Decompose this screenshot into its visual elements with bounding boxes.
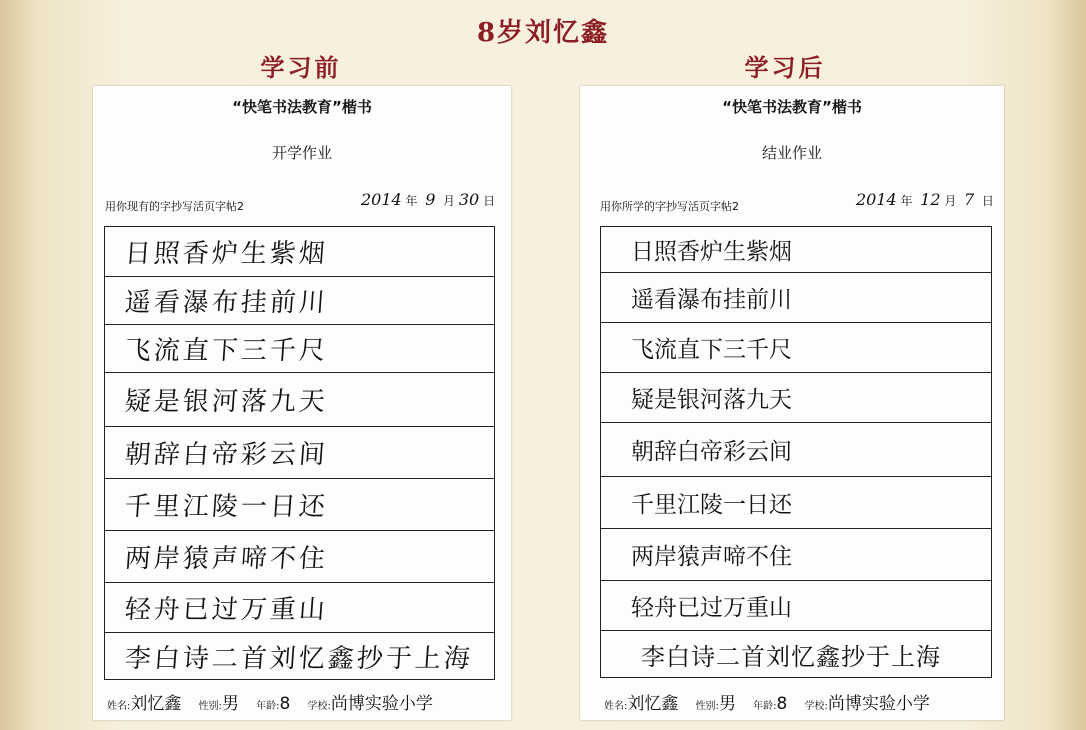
writing-grid xyxy=(104,226,495,680)
grid-row xyxy=(105,325,494,373)
poem-line: 日照香炉生紫烟 xyxy=(123,239,329,269)
poem-line: 遥看瀑布挂前川 xyxy=(631,287,792,313)
sheet-title: “快笔书法教育”楷书 xyxy=(232,98,372,116)
grid-row xyxy=(105,227,494,277)
student-age: 8 xyxy=(279,694,291,714)
poem-line: 飞流直下三千尺 xyxy=(631,337,792,363)
poem-line: 疑是银河落九天 xyxy=(631,387,792,413)
school-label: 学校: xyxy=(804,701,828,712)
before-heading: 学习前 xyxy=(260,53,342,82)
grid-row xyxy=(601,273,991,323)
grid-row xyxy=(601,323,991,373)
assignment-title: 结业作业 xyxy=(761,144,822,162)
poem-line: 李白诗二首刘忆鑫抄于上海 xyxy=(123,643,474,674)
sheet-title: “快笔书法教育”楷书 xyxy=(722,98,862,116)
age-label: 年龄: xyxy=(753,701,777,712)
instruction-text: 用你现有的字抄写活页字帖2 xyxy=(105,200,244,213)
name-label: 姓名: xyxy=(107,701,131,712)
grid-row xyxy=(105,479,494,531)
grid-row xyxy=(601,529,991,581)
poem-line: 遥看瀑布挂前川 xyxy=(123,288,329,318)
student-gender: 男 xyxy=(718,694,736,714)
day-label: 日 xyxy=(483,194,496,208)
date-month: 12 xyxy=(920,190,941,209)
grid-row xyxy=(601,373,991,423)
month-label: 月 xyxy=(944,194,957,208)
date-month: 9 xyxy=(425,190,436,209)
poem-line: 轻舟已过万重山 xyxy=(123,595,329,625)
day-label: 日 xyxy=(981,194,994,208)
date-day: 7 xyxy=(964,190,975,209)
date-line xyxy=(856,190,994,209)
poem-line: 千里江陵一日还 xyxy=(631,492,792,518)
after-sheet xyxy=(580,86,1004,720)
page-title: 8岁刘忆鑫 xyxy=(476,18,610,48)
student-school: 尚博实验小学 xyxy=(827,694,930,714)
poem-line: 疑是银河落九天 xyxy=(123,387,329,417)
poem-line: 两岸猿声啼不住 xyxy=(123,544,329,574)
poem-line: 李白诗二首刘忆鑫抄于上海 xyxy=(641,642,941,671)
grid-row xyxy=(105,633,494,679)
student-name: 刘忆鑫 xyxy=(130,694,182,714)
date-day: 30 xyxy=(458,190,480,209)
gender-label: 性别: xyxy=(695,701,719,712)
age-label: 年龄: xyxy=(256,701,280,712)
date-line xyxy=(361,190,495,209)
poem-line: 千里江陵一日还 xyxy=(123,492,329,522)
month-label: 月 xyxy=(443,194,456,208)
poem-line: 飞流直下三千尺 xyxy=(123,336,329,366)
after-heading: 学习后 xyxy=(744,53,826,82)
student-gender: 男 xyxy=(221,694,239,714)
year-label: 年 xyxy=(900,194,913,208)
poem-line: 日照香炉生紫烟 xyxy=(631,239,792,265)
poem-line: 轻舟已过万重山 xyxy=(631,595,792,621)
school-label: 学校: xyxy=(307,701,331,712)
grid-row xyxy=(601,631,991,677)
date-year: 2014 xyxy=(361,190,402,209)
grid-row xyxy=(105,583,494,633)
assignment-title: 开学作业 xyxy=(271,144,332,162)
grid-row xyxy=(105,277,494,325)
poem-line: 朝辞白帝彩云间 xyxy=(123,440,329,470)
student-info xyxy=(107,689,433,714)
poem-line: 两岸猿声啼不住 xyxy=(631,544,792,570)
grid-row xyxy=(105,373,494,427)
grid-row xyxy=(601,581,991,631)
gender-label: 性别: xyxy=(198,701,222,712)
writing-grid xyxy=(600,226,992,678)
year-label: 年 xyxy=(405,194,418,208)
student-info xyxy=(604,689,930,714)
before-sheet xyxy=(93,86,511,720)
student-name: 刘忆鑫 xyxy=(627,694,679,714)
student-age: 8 xyxy=(776,694,788,714)
name-label: 姓名: xyxy=(604,701,628,712)
instruction-text: 用你所学的字抄写活页字帖2 xyxy=(600,200,739,213)
grid-row xyxy=(105,531,494,583)
grid-row xyxy=(601,423,991,477)
grid-row xyxy=(601,227,991,273)
student-school: 尚博实验小学 xyxy=(330,694,433,714)
poem-line: 朝辞白帝彩云间 xyxy=(631,439,792,465)
grid-row xyxy=(601,477,991,529)
date-year: 2014 xyxy=(856,190,897,209)
grid-row xyxy=(105,427,494,479)
